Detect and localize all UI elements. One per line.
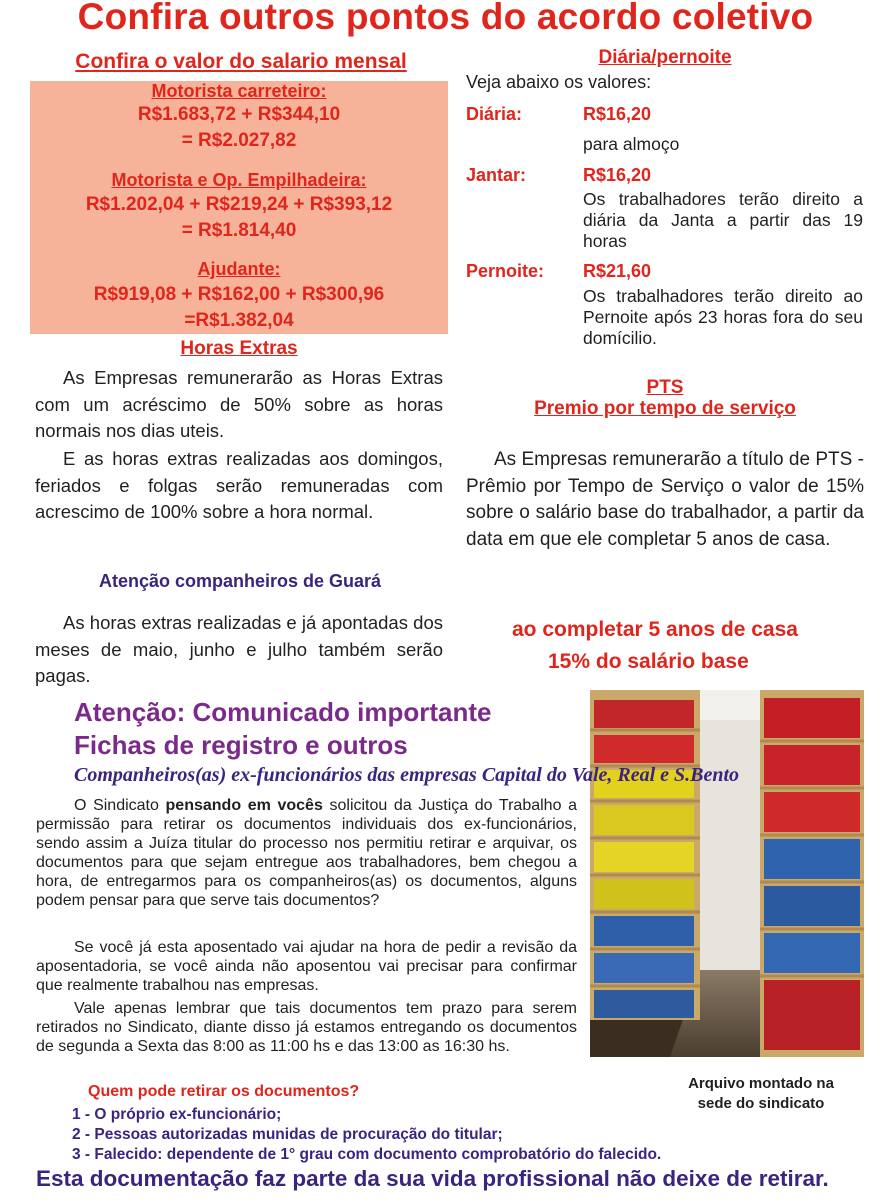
salary-value-line: R$1.202,04 + R$219,24 + R$393,12: [85, 194, 393, 215]
fichas-subheading: Companheiros(as) ex-funcionários das empresas Capital do Vale, Real e S.Bento: [74, 764, 740, 786]
archive-photo: [590, 690, 864, 1057]
fichas-paragraph-3: Vale apenas lembrar que tais documentos tem prazo para serem retirados no Sindicato, diante disso já estamos entregando os documentos de segunda a Sexta das 8:00 as 11:00 hs e das 13:00 as 16:30 hs.: [36, 1000, 577, 1055]
photo-caption: [650, 1074, 872, 1114]
pernoite-value: R$21,60: [583, 261, 652, 281]
pernoite-text: Os trabalhadores terão direito ao Pernoite após 23 horas fora do seu domícilio.: [583, 286, 863, 348]
horas-extras-paragraph-1: As Empresas remunerarão as Horas Extras com um acréscimo de 50% sobre as horas normais nos dias uteis.: [35, 367, 443, 441]
diaria-value: R$16,20: [583, 104, 652, 124]
fichas-paragraph-1: [36, 796, 577, 910]
salary-value-total: =R$1.382,04: [184, 310, 294, 331]
pernoite-label: Pernoite:: [466, 261, 545, 281]
pts-subheading: Premio por tempo de serviço: [534, 398, 796, 419]
fichas-p1-pre: O Sindicato: [74, 797, 166, 814]
salary-role-ajudante: Ajudante:: [197, 259, 281, 279]
fichas-list: [72, 1105, 661, 1165]
pts-highlight-2: 15% do salário base: [548, 650, 749, 673]
salary-box: [30, 81, 448, 334]
fichas-paragraph-2: Se você já esta aposentado vai ajudar na hora de pedir a revisão da aposentadoria, se você ainda não aposentou vai precisar para confirmar que realmente trabalhou nas empresas.: [36, 939, 577, 994]
salary-role-motorista-carreteiro: Motorista carreteiro:: [151, 81, 327, 101]
fichas-p1-post: solicitou da Justiça do Trabalho a permissão para retirar os documentos individuais dos ex-funcionários, sendo assim a Juíza titular do processo nos permitiu retirar e arquivar, os documentos para que sejam entregue aos trabalhadores, bem chegou a hora, de entregarmos para os companheiros(as) os documentos, alguns podem pensar para que serve tais documentos?: [36, 797, 578, 909]
fichas-question: Quem pode retirar os documentos?: [88, 1083, 360, 1100]
guara-paragraph: As horas extras realizadas e já apontadas dos meses de maio, junho e julho também serão pagas.: [35, 612, 443, 686]
fichas-heading-1: Atenção: Comunicado importante: [74, 697, 492, 727]
salary-value-total: = R$2.027,82: [181, 130, 297, 151]
page-title: Confira outros pontos do acordo coletivo: [77, 0, 814, 37]
salary-role-motorista-empilhadeira: Motorista e Op. Empilhadeira:: [111, 170, 367, 190]
salary-value-total: = R$1.814,40: [181, 220, 297, 241]
pts-highlight-1: ao completar 5 anos de casa: [512, 618, 798, 641]
diaria-text: para almoço: [583, 134, 680, 154]
jantar-value: R$16,20: [583, 165, 652, 185]
salary-value-line: R$919,08 + R$162,00 + R$300,96: [93, 284, 385, 305]
archive-shelves-image: [590, 690, 864, 1057]
salary-value-line: R$1.683,72 + R$344,10: [137, 104, 341, 125]
photo-caption-line-2: sede do sindicato: [697, 1095, 825, 1112]
guara-heading: Atenção companheiros de Guará: [98, 571, 382, 591]
diaria-heading: Diária/pernoite: [598, 47, 732, 68]
jantar-text: Os trabalhadores terão direito a diária da Janta a partir das 19 horas: [583, 189, 863, 251]
horas-extras-paragraph-2: E as horas extras realizadas aos domingos, feriados e folgas serão remuneradas com acrescimo de 100% sobre a hora normal.: [35, 448, 443, 522]
diaria-label: Diária:: [466, 104, 523, 124]
photo-caption-line-1: Arquivo montado na: [688, 1075, 834, 1092]
pts-heading: PTS: [646, 377, 684, 398]
footer-message: Esta documentação faz parte da sua vida profissional não deixe de retirar.: [36, 1166, 829, 1191]
fichas-list-item: 2 - Pessoas autorizadas munidas de procuração do titular;: [72, 1126, 503, 1143]
fichas-list-item: 3 - Falecido: dependente de 1° grau com documento comprobatório do falecido.: [72, 1146, 662, 1163]
pts-paragraph: As Empresas remunerarão a título de PTS - Prêmio por Tempo de Serviço o valor de 15% sobre o salário base do trabalhador, a partir da data em que ele completar 5 anos de casa.: [466, 449, 864, 550]
diaria-intro: Veja abaixo os valores:: [466, 72, 652, 92]
jantar-label: Jantar:: [466, 165, 527, 185]
fichas-heading-2: Fichas de registro e outros: [74, 730, 408, 760]
horas-extras-heading: Horas Extras: [180, 338, 298, 359]
fichas-p1-bold: pensando em vocês: [165, 797, 323, 814]
salary-heading: Confira o valor do salario mensal: [75, 50, 407, 73]
fichas-list-item: 1 - O próprio ex-funcionário;: [72, 1106, 282, 1123]
